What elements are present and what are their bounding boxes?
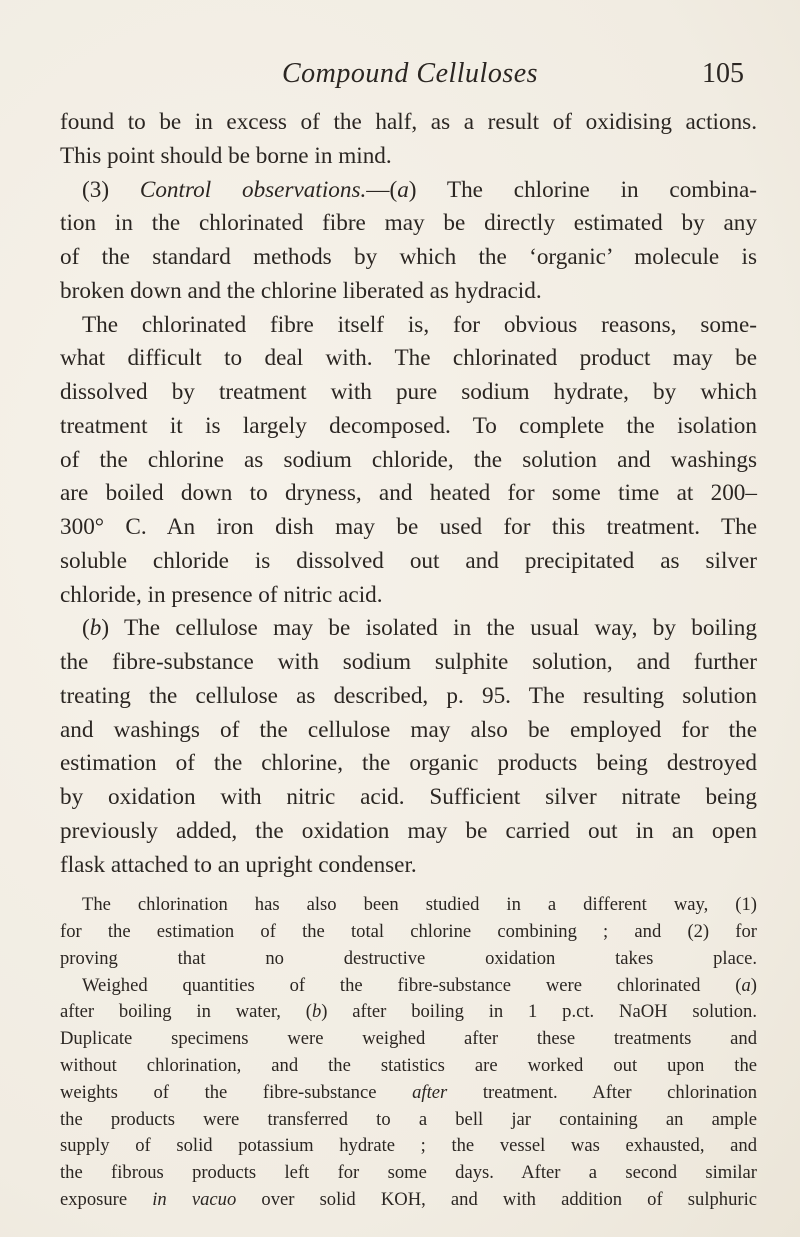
text-line: the products were transferred to a bell jar containing an ample (60, 1108, 757, 1130)
text-run: Weighed quantities of the fibre-substance were chlorinated ( (82, 974, 742, 996)
text-line: dissolved by treatment with pure sodium hydrate, by which (60, 379, 757, 405)
text-line: found to be in excess of the half, as a result of oxidising actions. (60, 109, 757, 135)
text-line: of the chlorine as sodium chloride, the solution and washings (60, 446, 757, 473)
body-text (60, 106, 757, 1214)
text-run: ) (750, 974, 757, 996)
section-heading-line (60, 174, 757, 208)
text-run: —( (366, 176, 398, 203)
text-line: treating the cellulose as described, p. 95. The resulting solution (60, 682, 757, 709)
text-line: previously added, the oxidation may be carried out in an open (60, 817, 757, 844)
text-line: supply of solid potassium hydrate ; the vessel was exhausted, and (60, 1135, 757, 1157)
text-line: tion in the chlorinated fibre may be directly estimated by any (60, 210, 757, 237)
text-line: This point should be borne in mind. (60, 142, 392, 169)
text-line: estimation of the chlorine, the organic products being destroyed (60, 750, 757, 777)
subsection-letter: b (89, 615, 102, 642)
text-line: 300° C. An iron dish may be used for this treatment. The (60, 514, 757, 540)
text-run: over solid KOH, and with addition of sulphuric (236, 1189, 757, 1211)
text-line: flask attached to an upright condenser. (60, 851, 417, 878)
text-run: treatment. After chlorination (447, 1081, 757, 1103)
text-line (60, 973, 757, 1000)
text-line: without chlorination, and the statistics are worked out upon the (60, 1055, 757, 1077)
text-line: soluble chloride is dissolved out and precipitated as silver (60, 547, 757, 574)
text-line: treatment it is largely decomposed. To complete the isolation (60, 412, 757, 439)
page-number: 105 (702, 58, 744, 89)
text-line: The chlorinated fibre itself is, for obvious reasons, some- (82, 311, 757, 338)
small-print-paragraphs (60, 892, 757, 1214)
text-run: weights of the fibre-substance (60, 1081, 413, 1103)
subsection-b-line (60, 612, 757, 646)
subsection-letter: a (741, 974, 751, 996)
text-line: the fibre-substance with sodium sulphite solution, and further (60, 649, 757, 675)
text-run: ( (82, 615, 90, 642)
heading-title: Control observations. (139, 176, 367, 203)
text-line: are boiled down to dryness, and heated for some time at 200– (60, 480, 757, 507)
main-paragraphs (60, 106, 757, 882)
text-line (60, 1187, 757, 1214)
subsection-letter: b (311, 1001, 322, 1023)
heading-number: (3) (82, 176, 140, 203)
emphasis: after (412, 1081, 448, 1103)
text-run: after boiling in water, ( (60, 1001, 312, 1023)
text-line: of the standard methods by which the ‘organic’ molecule is (60, 244, 757, 270)
subsection-letter: a (397, 176, 409, 203)
page-header (0, 58, 800, 98)
text-line: The chlorination has also been studied in a different way, (1) (82, 894, 757, 916)
text-line: and washings of the cellulose may also be employed for the (60, 716, 757, 743)
emphasis: in vacuo (152, 1189, 237, 1211)
text-run: ) The chlorine in combina- (408, 176, 757, 203)
text-line: the fibrous products left for some days. After a second similar (60, 1162, 757, 1184)
text-line: Duplicate specimens were weighed after these treatments and (60, 1028, 757, 1050)
text-line: chloride, in presence of nitric acid. (60, 581, 383, 608)
text-run: ) The cellulose may be isolated in the usual way, by boiling (101, 615, 757, 642)
text-line: what difficult to deal with. The chlorinated product may be (60, 345, 757, 372)
text-run: exposure (60, 1189, 153, 1211)
running-title: Compound Celluloses (282, 58, 539, 89)
text-line (60, 1080, 757, 1107)
text-line: proving that no destructive oxidation takes place. (60, 947, 757, 969)
text-line: broken down and the chlorine liberated as hydracid. (60, 277, 542, 304)
text-line: by oxidation with nitric acid. Sufficient silver nitrate being (60, 784, 757, 810)
text-line (60, 999, 757, 1026)
text-run: ) after boiling in 1 p.ct. NaOH solution. (321, 1001, 757, 1023)
text-line: for the estimation of the total chlorine combining ; and (2) for (60, 921, 757, 943)
